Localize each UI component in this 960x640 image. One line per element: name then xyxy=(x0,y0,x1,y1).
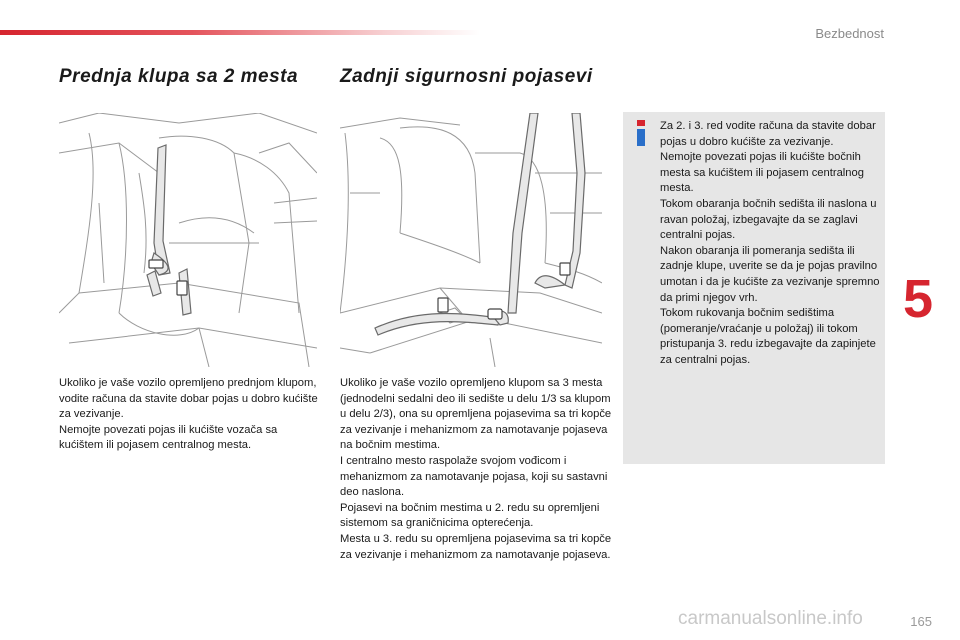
chapter-number: 5 xyxy=(903,269,934,329)
paragraph: I centralno mesto raspolaže svojom vođicom i mehanizmom za namotavanje pojasa, koji su sastavni deo naslona. xyxy=(340,454,608,499)
paragraph: Nemojte povezati pojas ili kućište vozača sa kućištem ili pojasem centralnog mesta. xyxy=(59,423,278,452)
paragraph: Ukoliko je vaše vozilo opremljeno klupom sa 3 mesta (jednodelni sedalni deo ili sedište u delu 1/3 sa klupom u delu 2/3), ona su opremljena pojasevima sa tri kopče za vezivanje i mehanizmom za namotavanje pojaseva na bočnim mestima. xyxy=(340,377,612,452)
paragraph: Tokom rukovanja bočnim sedištima (pomeranje/vraćanje u položaj) ili tokom pristupanja 3. redu izbegavajte da zapinjete za centralni pojas. xyxy=(660,307,876,366)
rear-belts-illustration xyxy=(340,113,602,367)
front-bench-text xyxy=(59,376,321,454)
header-accent-rule xyxy=(0,30,480,35)
info-box xyxy=(623,112,885,464)
info-icon xyxy=(633,120,649,146)
paragraph: Nakon obaranja ili pomeranja sedišta ili zadnje klupe, uverite se da je pojas pravilno umotan i da je kućište za vezivanje spremno da primi njegov vrh. xyxy=(660,244,880,304)
paragraph: Mesta u 3. redu su opremljena pojasevima sa tri kopče za vezivanje i mehanizmom za namotavanje pojaseva. xyxy=(340,532,612,561)
front-bench-illustration xyxy=(59,113,317,367)
front-bench-title: Prednja klupa sa 2 mesta xyxy=(59,66,299,87)
paragraph: Za 2. i 3. red vodite računa da stavite dobar pojas u dobro kućište za vezivanje. xyxy=(660,120,876,148)
info-text xyxy=(660,119,880,369)
watermark: carmanualsonline.info xyxy=(678,608,863,629)
paragraph: Tokom obaranja bočnih sedišta ili naslona u ravan položaj, izbegavajte da se zaglavi centralni pojas. xyxy=(660,197,877,242)
page-number: 165 xyxy=(910,614,932,629)
paragraph: Ukoliko je vaše vozilo opremljeno prednjom klupom, vodite računa da stavite dobar pojas u dobro kućište za vezivanje. xyxy=(59,377,318,421)
paragraph: Nemojte povezati pojas ili kućište bočnih mesta sa kućištem ili pojasem centralnog mesta. xyxy=(660,151,864,195)
paragraph: Pojasevi na bočnim mestima u 2. redu su opremljeni sistemom sa graničnicima opterećenja. xyxy=(340,501,600,530)
rear-belts-text xyxy=(340,376,612,563)
section-name: Bezbednost xyxy=(815,26,884,41)
rear-belts-title: Zadnji sigurnosni pojasevi xyxy=(340,66,593,87)
